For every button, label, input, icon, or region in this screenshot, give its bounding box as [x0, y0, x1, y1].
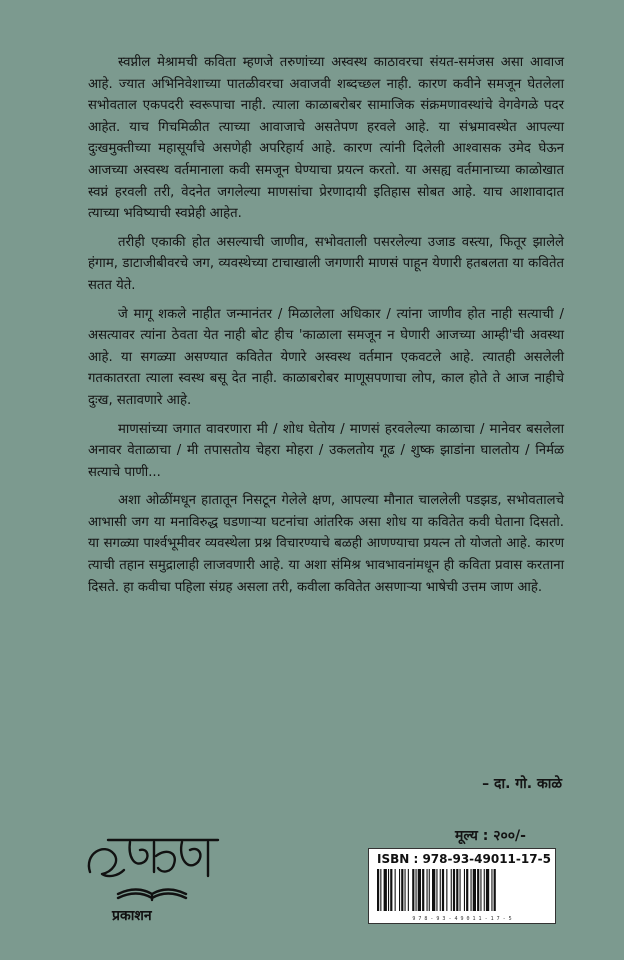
barcode-bar [471, 869, 472, 911]
price-label: मूल्य : २००/- [454, 828, 526, 844]
isbn-barcode [368, 848, 556, 924]
barcode-bar [466, 869, 468, 911]
barcode-bar [412, 869, 414, 911]
barcode-bar [491, 869, 492, 911]
barcode-bar [436, 869, 437, 911]
barcode-bar [440, 869, 441, 911]
author-signature: – दा. गो. काळे [482, 776, 562, 792]
blurb-paragraph-4: माणसांच्या जगात वावरणारा मी / शोध घेतोय / माणसं हरवलेल्या काळाचा / मानेवर बसलेला अनावर वेताळाचा / मी तपासतोय चेहरा मोहरा / उकलतोय गूढ / शुष्क झाडांना घालतोय / निर्मळ सत्याचे पाणी... [88, 421, 564, 480]
barcode-bar [399, 869, 400, 911]
barcode-bar [427, 869, 428, 911]
barcode-bar [380, 869, 381, 911]
blurb-text [88, 52, 564, 605]
barcode-number: 9 7 8 - 9 3 - 4 9 0 1 1 - 1 7 - 5 [412, 916, 512, 922]
barcode-bar [405, 869, 406, 911]
barcode-bar [432, 869, 435, 911]
barcode-bar [456, 869, 458, 911]
barcode-bar [477, 869, 479, 911]
barcode-bar [390, 869, 392, 911]
barcode-bar [494, 869, 496, 911]
barcode-bar [480, 869, 481, 911]
barcode-bar [460, 869, 461, 911]
barcode-bar [384, 869, 387, 911]
publisher-name: प्रकाशन [112, 908, 152, 924]
barcode-bar [473, 869, 476, 911]
publisher-logo-icon [78, 832, 228, 932]
barcode-bar [453, 869, 455, 911]
blurb-paragraph-3: जे मागू शकले नाहीत जन्मानंतर / मिळालेला अधिकार / त्यांना जाणीव होत नाही सत्याची / असत्यावर त्यांना ठेवता येत नाही बोट हीच 'काळाला समजून न घेणारी आजच्या आम्ही'ची अवस्था आहे. या सगळ्या असण्यात कवितेत येणारे अस्वस्थ वर्तमान एकवटले आहे. त्यातही असलेली गतकातरता त्याला स्वस्थ बसू देत नाही. काळाबरोबर माणूसपणाचा लोप, काल होते ते आज नाहीचे दुःख, सतावणारे आहे. [88, 306, 564, 408]
barcode-bar [484, 869, 485, 911]
barcode-bar [442, 869, 444, 911]
barcode-bar [429, 869, 430, 911]
barcode-icon [375, 869, 549, 911]
barcode-bar [486, 869, 489, 911]
barcode-bar [446, 869, 447, 911]
isbn-label: ISBN : 978-93-49011-17-5 [377, 852, 551, 866]
barcode-bar [422, 869, 424, 911]
barcode-bar [416, 869, 417, 911]
blurb-paragraph-5: अशा ओळींमधून हातातून निसटून गेलेले क्षण, आपल्या मौनात चाललेली पडझड, सभोवतालचे आभासी जग या मनाविरुद्ध घडणाऱ्या घटनांचा आंतरिक असा शोध या कवितेत कवी घेताना दिसतो. या सगळ्या पार्श्वभूमीवर व्यवस्थेला प्रश्न विचारण्याचे बळही आणण्याचा प्रयत्न तो योजतो आहे. कारण त्याची तहान समुद्रालाही लाजवणारी आहे. या अशा संमिश्र भावभावनांमधून ही कविता प्रवास करताना दिसते. हा कवीचा पहिला संग्रह असला तरी, कवीला कवितेत असणाऱ्या भाषेची उत्तम जाण आहे. [88, 493, 564, 595]
blurb-paragraph-2: तरीही एकाकी होत असल्याची जाणीव, सभोवताली पसरलेल्या उजाड वस्त्या, फितूर झालेले हंगाम, डाटाजीबीवरचे जग, व्यवस्थेच्या टाचाखाली जगणारी माणसं पाहून येणारी हतबलता या कवितेत सतत येते. [88, 234, 564, 293]
barcode-bar [401, 869, 403, 911]
barcode-bar [451, 869, 452, 911]
barcode-bar [418, 869, 421, 911]
barcode-bar [464, 869, 465, 911]
barcode-bar [395, 869, 396, 911]
barcode-bar [377, 869, 379, 911]
blurb-paragraph-1: स्वप्नील मेश्रामची कविता म्हणजे तरुणांच्या अस्वस्थ काठावरचा संयत-समंजस असा आवाज आहे. ज्यात अभिनिवेशाच्या पातळीवरचा अवाजवी शब्दच्छल नाही. कारण कवीने समजून घेतलेला सभोवताल एकपदरी स्वरूपाचा नाही. त्याला काळाबरोबर सामाजिक संक्रमणावस्थांचे वेगवेगळे पदर आहेत. याच गिचमिळीत त्याच्या आवाजाचे असतेपण हरवले आहे. या संभ्रमावस्थेत आपल्या दुःखमुक्तीच्या महासूर्यांचे असणेही अपरिहार्य आहे. कारण त्यांनी दिलेली आश्वासक उमेद घेऊन आजच्या अस्वस्थ वर्तमानाला कवी समजून घेण्याचा प्रयत्न करतो. या असह्य वर्तमानाच्या काळोखात स्वप्नं हरवली तरी, वेदनेत जगलेल्या माणसांचा प्रेरणादायी इतिहास सोबत आहे. याच आशावादात त्याच्या भविष्याची स्वप्नेही आहेत. [88, 55, 564, 222]
barcode-bar [388, 869, 389, 911]
barcode-bar [408, 869, 409, 911]
